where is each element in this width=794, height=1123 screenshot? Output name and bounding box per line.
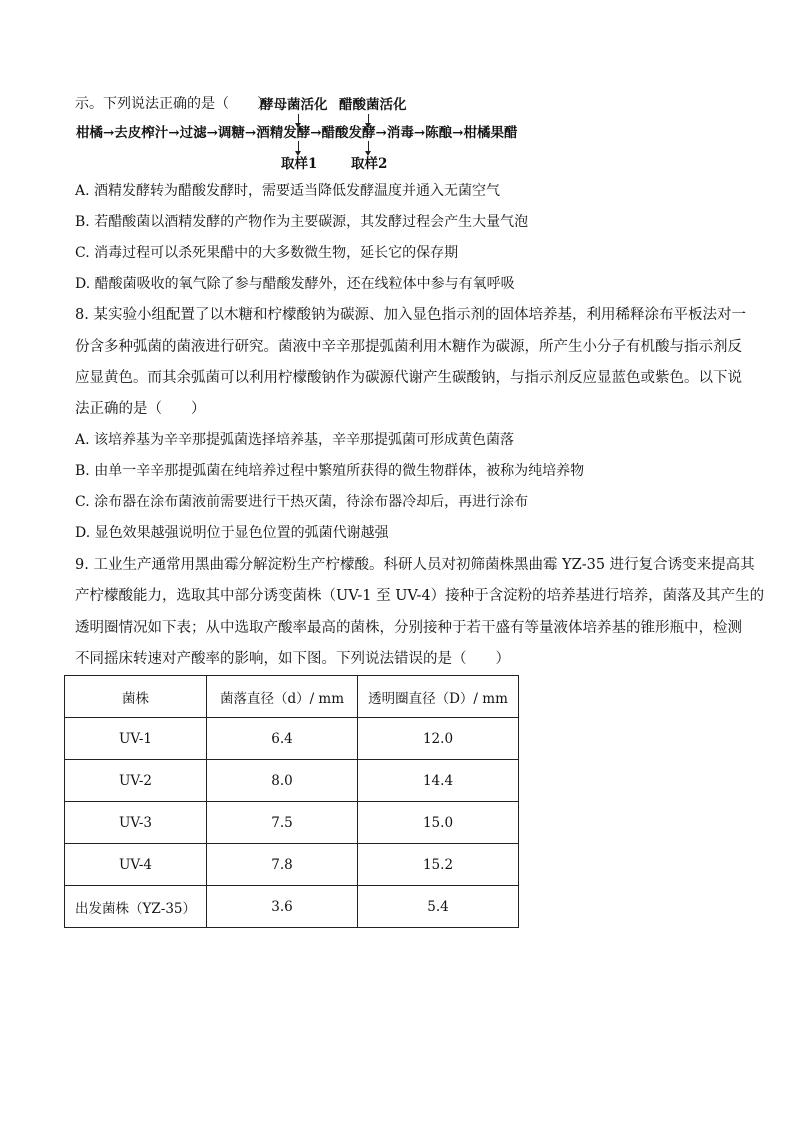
table-cell: 12.0 [358, 718, 519, 760]
table-cell: 8.0 [207, 760, 358, 802]
question-intro-line: 示。下列说法正确的是（ ） [75, 96, 271, 112]
down-arrow-icon [298, 114, 299, 124]
q9-stem-line: 透明圈情况如下表；从中选取产酸率最高的菌株，分别接种于若干盛有等量液体培养基的锥形瓶中，检测 [75, 620, 742, 636]
q7-option-b: B. 若醋酸菌以酒精发酵的产物作为主要碳源，其发酵过程会产生大量气泡 [75, 214, 529, 230]
q7-option-a: A. 酒精发酵转为醋酸发酵时，需要适当降低发酵温度并通入无菌空气 [75, 183, 501, 199]
table-row [65, 760, 519, 802]
down-arrow-icon [298, 141, 299, 152]
flow-acetic-activation: 醋酸菌活化 [339, 97, 407, 113]
q8-stem-line: 份含多种弧菌的菌液进行研究。菌液中辛辛那提弧菌利用木糖作为碳源，所产生小分子有机酸与指示剂反 [75, 339, 742, 355]
down-arrow-icon [368, 141, 369, 152]
table-cell: 14.4 [358, 760, 519, 802]
table-cell: 3.6 [207, 886, 358, 928]
q8-stem-line: 法正确的是（ ） [75, 401, 206, 417]
flow-sample-1: 取样1 [281, 156, 318, 172]
q8-option-b: B. 由单一辛辛那提弧菌在纯培养过程中繁殖所获得的微生物群体，被称为纯培养物 [75, 463, 585, 479]
table-cell: 6.4 [207, 718, 358, 760]
q9-stem-line: 9. 工业生产通常用黑曲霉分解淀粉生产柠檬酸。科研人员对初筛菌株黑曲霉 YZ-35 进行复合诱变来提高其 [75, 557, 755, 573]
q8-option-d: D. 显色效果越强说明位于显色位置的弧菌代谢越强 [75, 525, 389, 541]
table-header-cell: 透明圈直径（D）/ mm [358, 676, 519, 718]
flow-main-line: 柑橘→去皮榨汁→过滤→调糖→酒精发酵→醋酸发酵→消毒→陈酿→柑橘果醋 [76, 125, 518, 141]
table-row [65, 886, 519, 928]
q7-option-c: C. 消毒过程可以杀死果醋中的大多数微生物，延长它的保存期 [75, 245, 459, 261]
table-cell: 出发菌株（YZ-35） [65, 886, 207, 928]
q8-option-c: C. 涂布器在涂布菌液前需要进行干热灭菌，待涂布器冷却后，再进行涂布 [75, 494, 529, 510]
q8-stem-line: 应显黄色。而其余弧菌可以利用柠檬酸钠作为碳源代谢产生碳酸钠，与指示剂反应显蓝色或紫色。以下说 [75, 370, 742, 386]
down-arrow-icon [368, 114, 369, 124]
table-header-cell: 菌株 [65, 676, 207, 718]
table-header-cell: 菌落直径（d）/ mm [207, 676, 358, 718]
table-cell: 15.0 [358, 802, 519, 844]
q7-option-d: D. 醋酸菌吸收的氧气除了参与醋酸发酵外，还在线粒体中参与有氧呼吸 [75, 276, 515, 292]
table-cell: UV-4 [65, 844, 207, 886]
process-flow-diagram [0, 0, 794, 200]
table-cell: UV-3 [65, 802, 207, 844]
table-cell: 7.8 [207, 844, 358, 886]
flow-yeast-activation: 酵母菌活化 [260, 97, 328, 113]
q8-option-a: A. 该培养基为辛辛那提弧菌选择培养基，辛辛那提弧菌可形成黄色菌落 [75, 432, 515, 448]
table-cell: 7.5 [207, 802, 358, 844]
table-cell: 5.4 [358, 886, 519, 928]
table-row [65, 844, 519, 886]
table-row [65, 802, 519, 844]
strain-data-table [64, 675, 519, 928]
flow-sample-2: 取样2 [351, 156, 388, 172]
q9-stem-line: 产柠檬酸能力，选取其中部分诱变菌株（UV-1 至 UV-4）接种于含淀粉的培养基进行培养，菌落及其产生的 [75, 588, 765, 604]
table-header-row [65, 676, 519, 718]
table-cell: 15.2 [358, 844, 519, 886]
table-row [65, 718, 519, 760]
q9-stem-line: 不同摇床转速对产酸率的影响，如下图。下列说法错误的是（ ） [75, 651, 510, 667]
table-cell: UV-1 [65, 718, 207, 760]
q8-stem-line: 8. 某实验小组配置了以木糖和柠檬酸钠为碳源、加入显色指示剂的固体培养基，利用稀释涂布平板法对一 [75, 307, 746, 323]
table-cell: UV-2 [65, 760, 207, 802]
